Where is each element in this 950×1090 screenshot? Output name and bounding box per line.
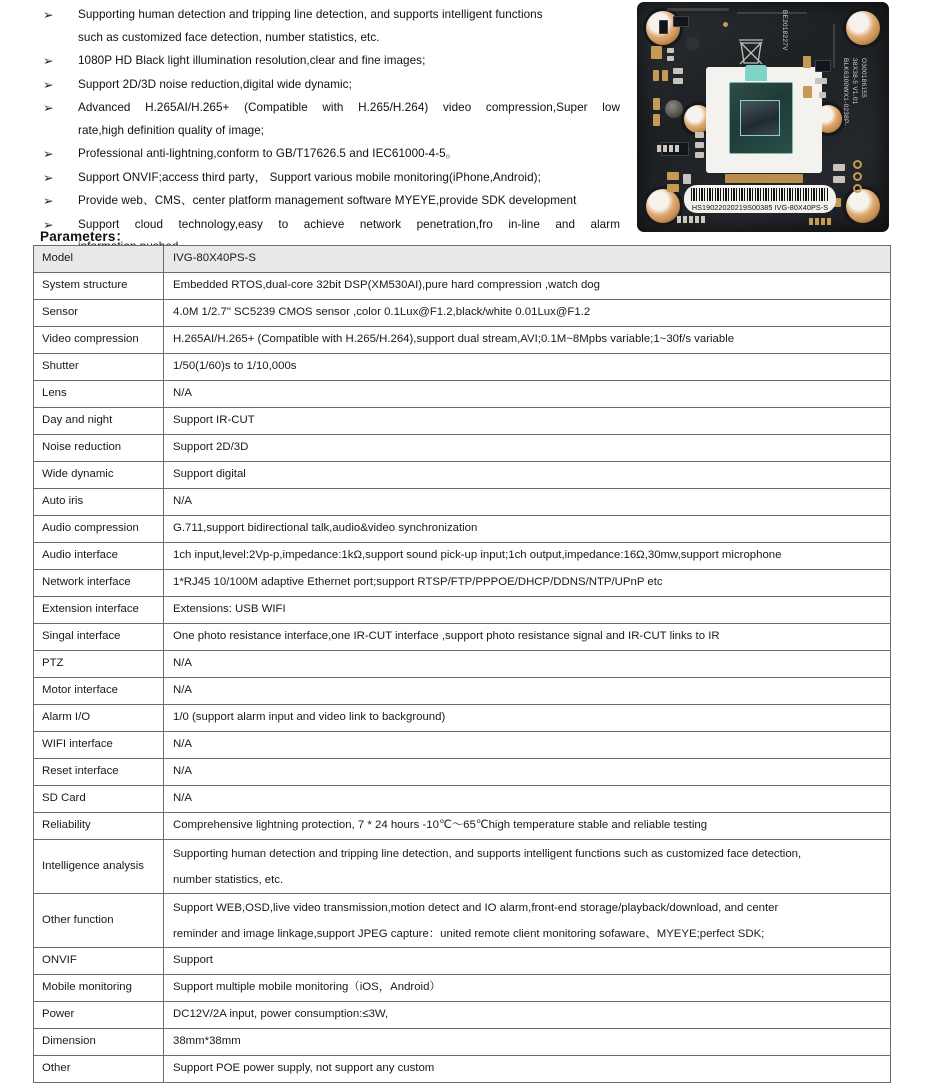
component-test-point [853,184,862,193]
spec-table-row [34,543,891,570]
spec-parameter-value: 38mm*38mm [164,1029,891,1056]
spec-table-row [34,246,891,273]
component-chip [659,20,668,34]
component-smd [653,98,660,110]
spec-parameter-value: 1ch input,level:2Vp-p,impedance:1kΩ,support sound pick-up input;1ch output,impedance:16Ω,30mw,support microphone [164,543,891,570]
spec-table-row [34,705,891,732]
component-smd [667,184,679,192]
connector-pad-row [809,218,831,225]
spec-parameter-value: Support [164,948,891,975]
component-pad-row [657,145,679,152]
silk-text-size-version: 38X38-5 V1.01 [851,58,858,105]
spec-parameter-value: 1/0 (support alarm input and video link to background) [164,705,891,732]
specification-table [33,245,891,1083]
feature-bullet-text [78,97,620,142]
mounting-hole-bottom-right [846,189,880,223]
spec-parameter-value: Support IR-CUT [164,408,891,435]
spec-parameter-value [164,840,891,894]
barcode-bars [691,188,829,201]
spec-table-row [34,948,891,975]
spec-table-row [34,408,891,435]
barcode-serial-text: HS19022020219S00385 IVG-80X40PS-S [691,203,829,212]
spec-table-row [34,489,891,516]
serial-barcode-label [684,185,836,213]
feature-bullet-item [40,4,620,49]
spec-parameter-name: Wide dynamic [34,462,164,489]
spec-parameter-name: Shutter [34,354,164,381]
spec-parameter-name: Audio interface [34,543,164,570]
component-smd [833,164,845,171]
feature-bullet-text [78,143,620,166]
feature-bullet-line: Support 2D/3D noise reduction,digital wide dynamic; [78,77,352,91]
bullet-arrow-icon: ➢ [43,217,54,232]
component-smd [683,174,691,184]
spec-parameter-value: 4.0M 1/2.7" SC5239 CMOS sensor ,color 0.1Lux@F1.2,black/white 0.01Lux@F1.2 [164,300,891,327]
component-smd [653,114,660,126]
spec-table-row [34,435,891,462]
feature-bullet-list [40,4,620,260]
pcb-trace [667,8,729,11]
spec-parameter-name: SD Card [34,786,164,813]
silk-text-serial: O300186155 [860,58,867,98]
component-test-point [853,160,862,169]
feature-bullet-text [78,4,620,49]
spec-parameter-value: Embedded RTOS,dual-core 32bit DSP(XM530AI),pure hard compression ,watch dog [164,273,891,300]
spec-table-row [34,327,891,354]
spec-parameter-value: H.265AI/H.265+ (Compatible with H.265/H.264),support dual stream,AVI;0.1M~8Mpbs variable;1~30f/s variable [164,327,891,354]
spec-parameter-name: Reliability [34,813,164,840]
spec-parameter-value: DC12V/2A input, power consumption:≤3W, [164,1002,891,1029]
silk-text-board-rev: BE2018227V [781,10,788,51]
spec-parameter-value: Extensions: USB WIFI [164,597,891,624]
component-smd [673,78,683,84]
spec-table-row [34,840,891,894]
component-smd [667,172,679,180]
bullet-arrow-icon: ➢ [43,170,54,185]
spec-table-row [34,624,891,651]
spec-parameter-name: PTZ [34,651,164,678]
spec-parameter-name: Sensor [34,300,164,327]
bullet-arrow-icon: ➢ [43,147,54,161]
parameters-heading: Parameters： [40,229,130,244]
spec-parameter-name: Network interface [34,570,164,597]
spec-table-row [34,894,891,948]
pcb-trace [737,12,807,14]
feature-bullet-line: Support cloud technology,easy to achieve network penetration,fro in-line and alarm [78,217,620,231]
spec-parameter-value: Support 2D/3D [164,435,891,462]
spec-parameter-value: One photo resistance interface,one IR-CUT interface ,support photo resistance signal and IR-CUT links to IR [164,624,891,651]
spec-value-line: Support WEB,OSD,live video transmission,motion detect and IO alarm,front-end storage/playback/download, and center [173,901,779,914]
component-smd [667,56,674,61]
spec-parameter-value [164,894,891,948]
sensor-glass-window [740,100,780,136]
feature-bullet-text [78,74,620,97]
spec-parameter-name: Day and night [34,408,164,435]
feature-bullet-text [78,50,620,73]
feature-bullet-item [40,97,620,142]
spec-parameter-name: Auto iris [34,489,164,516]
spec-parameter-name: Lens [34,381,164,408]
spec-table-row [34,651,891,678]
spec-value-line: number statistics, etc. [173,873,284,886]
spec-parameter-name: Mobile monitoring [34,975,164,1002]
spec-parameter-value: N/A [164,732,891,759]
spec-parameter-name: Other [34,1056,164,1083]
spec-parameter-name: System structure [34,273,164,300]
component-via [723,22,728,27]
component-smd [815,78,827,84]
mounting-hole-top-right [846,11,880,45]
sensor-flex-connector [725,174,803,183]
spec-parameter-name: Alarm I/O [34,705,164,732]
component-smd [673,68,683,74]
spec-parameter-value: N/A [164,786,891,813]
feature-bullet-line: such as customized face detection, number statistics, etc. [78,30,380,44]
spec-table-row [34,354,891,381]
component-chip [673,16,689,27]
feature-bullet-item [40,74,620,97]
feature-bullet-line: 1080P HD Black light illumination resolution,clear and fine images; [78,54,426,67]
spec-table-row [34,975,891,1002]
mounting-hole-bottom-left [646,189,680,223]
spec-parameter-value: Support POE power supply, not support any custom [164,1056,891,1083]
component-inductor [665,100,683,118]
pcb-substrate [637,2,889,232]
spec-table-row [34,597,891,624]
spec-parameter-value: G.711,support bidirectional talk,audio&video synchronization [164,516,891,543]
bullet-arrow-icon: ➢ [43,101,54,115]
spec-parameter-value: N/A [164,678,891,705]
pcb-trace [833,24,835,68]
spec-parameter-value: N/A [164,381,891,408]
spec-parameter-name: Model [34,246,164,273]
spec-table-row [34,813,891,840]
feature-bullet-item [40,167,620,190]
spec-table-row [34,381,891,408]
component-smd [695,132,704,138]
feature-bullet-line: rate,high definition quality of image; [78,123,265,137]
spec-parameter-value: N/A [164,651,891,678]
spec-parameter-name: Noise reduction [34,435,164,462]
component-smd [662,70,668,81]
feature-bullet-line: Advanced H.265AI/H.265+ (Compatible with H.265/H.264) video compression,Super low [78,101,620,114]
spec-parameter-name: Audio compression [34,516,164,543]
spec-parameter-value: Support digital [164,462,891,489]
feature-bullet-line: Provide web、CMS、center platform management software MYEYE,provide SDK development [78,194,577,207]
bullet-arrow-icon: ➢ [43,77,54,92]
spec-parameter-name: Power [34,1002,164,1029]
spec-parameter-name: Extension interface [34,597,164,624]
spec-table-row [34,462,891,489]
spec-parameter-value: N/A [164,489,891,516]
spec-table-row [34,1056,891,1083]
spec-parameter-name: Intelligence analysis [34,840,164,894]
spec-parameter-value: Support multiple mobile monitoring（iOS，Android） [164,975,891,1002]
component-smd [695,142,704,148]
feature-bullet-line: Professional anti-lightning,conform to GB/T17626.5 and IEC61000-4-5。 [78,147,458,160]
spec-table-row [34,570,891,597]
spec-parameter-name: Dimension [34,1029,164,1056]
connector-pad-row [677,216,705,223]
spec-value-line: Supporting human detection and tripping line detection, and supports intelligent functions such as customized face detection, [173,847,802,860]
sensor-flex-tab [745,65,767,81]
spec-parameter-name: ONVIF [34,948,164,975]
feature-bullet-text [78,190,620,213]
component-smd [833,176,845,183]
component-smd [803,86,812,98]
spec-table-row [34,300,891,327]
component-smd [667,48,674,53]
weee-bin-icon [737,35,765,65]
feature-bullet-item [40,190,620,213]
silk-text-model-code: BLK6300WX1-0238P- [842,58,849,126]
component-smd [653,70,659,81]
spec-parameter-value: IVG-80X40PS-S [164,246,891,273]
component-smd [695,152,704,158]
spec-parameter-value: Comprehensive lightning protection, 7 * 24 hours -10℃～65℃high temperature stable and reliable testing [164,813,891,840]
feature-bullet-text [78,167,620,190]
feature-bullet-item [40,50,620,73]
component-test-point [853,172,862,181]
spec-value-line: reminder and image linkage,support JPEG capture：united remote client monitoring sofaware、MYEYE;perfect SDK; [173,927,765,940]
bullet-arrow-icon: ➢ [43,194,54,208]
spec-table-row [34,732,891,759]
component-smd [819,92,826,98]
product-photo-pcb-board [637,2,889,232]
component-chip [815,60,831,72]
spec-table-row [34,759,891,786]
spec-parameter-name: Reset interface [34,759,164,786]
spec-parameter-value: N/A [164,759,891,786]
component-smd [651,46,662,59]
spec-table-row [34,1029,891,1056]
spec-parameter-value: 1*RJ45 10/100M adaptive Ethernet port;support RTSP/FTP/PPPOE/DHCP/DDNS/NTP/UPnP etc [164,570,891,597]
feature-bullet-item [40,143,620,166]
spec-parameter-name: Motor interface [34,678,164,705]
spec-table-row [34,516,891,543]
spec-parameter-name: Singal interface [34,624,164,651]
spec-table-row [34,1002,891,1029]
bullet-arrow-icon: ➢ [43,8,54,22]
spec-parameter-value: 1/50(1/60)s to 1/10,000s [164,354,891,381]
bullet-arrow-icon: ➢ [43,54,54,68]
spec-table-row [34,678,891,705]
feature-bullet-line: Supporting human detection and tripping line detection, and supports intelligent functions [78,8,543,21]
spec-parameter-name: Video compression [34,327,164,354]
spec-parameter-name: Other function [34,894,164,948]
spec-table-row [34,786,891,813]
component-smd [803,56,811,68]
spec-parameter-name: WIFI interface [34,732,164,759]
spec-table-row [34,273,891,300]
feature-bullet-line: Support ONVIF;access third party， Support various mobile monitoring(iPhone,Android); [78,170,541,184]
